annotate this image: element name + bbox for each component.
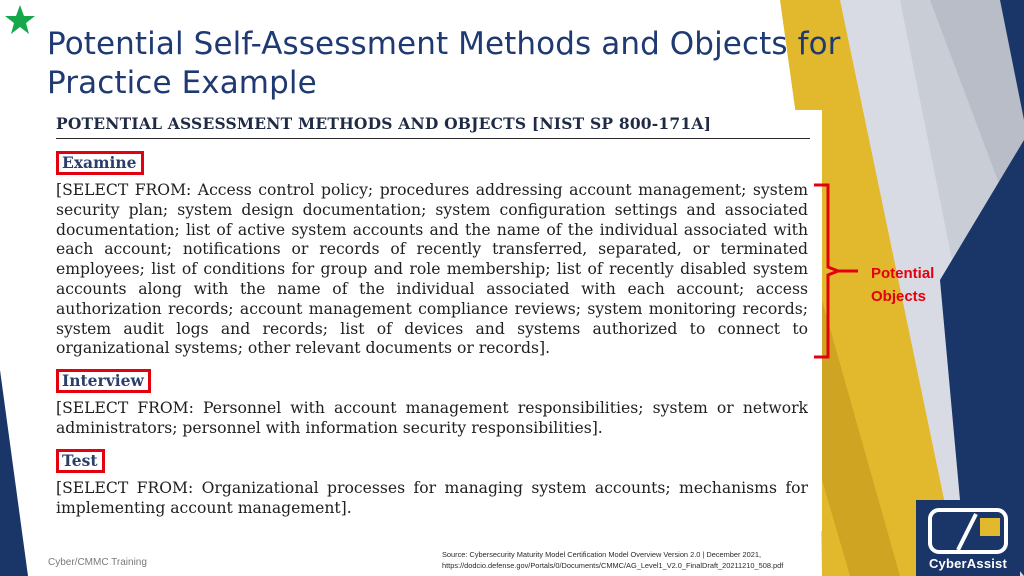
annotation-line-1: Potential	[871, 265, 935, 282]
test-label: Test	[56, 449, 105, 473]
star-icon	[4, 4, 36, 36]
footer-label: Cyber/CMMC Training	[48, 557, 147, 568]
potential-objects-annotation	[871, 262, 961, 308]
assessment-document	[48, 110, 822, 531]
source-line-1: Source: Cybersecurity Maturity Model Certification Model Overview Version 2.0 | December 2021,	[442, 550, 762, 559]
source-citation	[442, 549, 872, 571]
logo-brand-text: CyberAssist	[928, 556, 1008, 571]
source-url[interactable]: https://dodcio.defense.gov/Portals/0/Documents/CMMC/AG_Level1_V2.0_FinalDraft_20211210_508.pdf	[442, 561, 784, 570]
interview-label: Interview	[56, 369, 151, 393]
document-heading: POTENTIAL ASSESSMENT METHODS AND OBJECTS [NIST SP 800-171A]	[56, 114, 810, 139]
examine-label: Examine	[56, 151, 144, 175]
page-title: Potential Self-Assessment Methods and Objects for Practice Example	[47, 26, 841, 101]
examine-text: [SELECT FROM: Access control policy; procedures addressing account management; system security plan; system design documentation; system configuration settings and associated documentation; list of active system accounts and the name of the individual associated with each account; notifications or records of recently transferred, separated, or terminated employees; list of conditions for group and role membership; list of recently disabled system accounts along with the name of the individual associated with each account; access authorization records; account management compliance reviews; system monitoring records; system audit logs and records; list of devices and systems authorized to connect to organizational systems; other relevant documents or records].	[56, 181, 808, 358]
right-brace-icon	[810, 183, 860, 359]
annotation-line-2: Objects	[871, 288, 927, 305]
test-text: [SELECT FROM: Organizational processes for managing system accounts; mechanisms for implementing account management].	[56, 478, 808, 517]
cyberassist-logo-icon	[928, 506, 1008, 554]
cyberassist-logo	[916, 500, 1020, 576]
interview-text: [SELECT FROM: Personnel with account management responsibilities; system or network administrators; personnel with information security responsibilities].	[56, 399, 808, 437]
